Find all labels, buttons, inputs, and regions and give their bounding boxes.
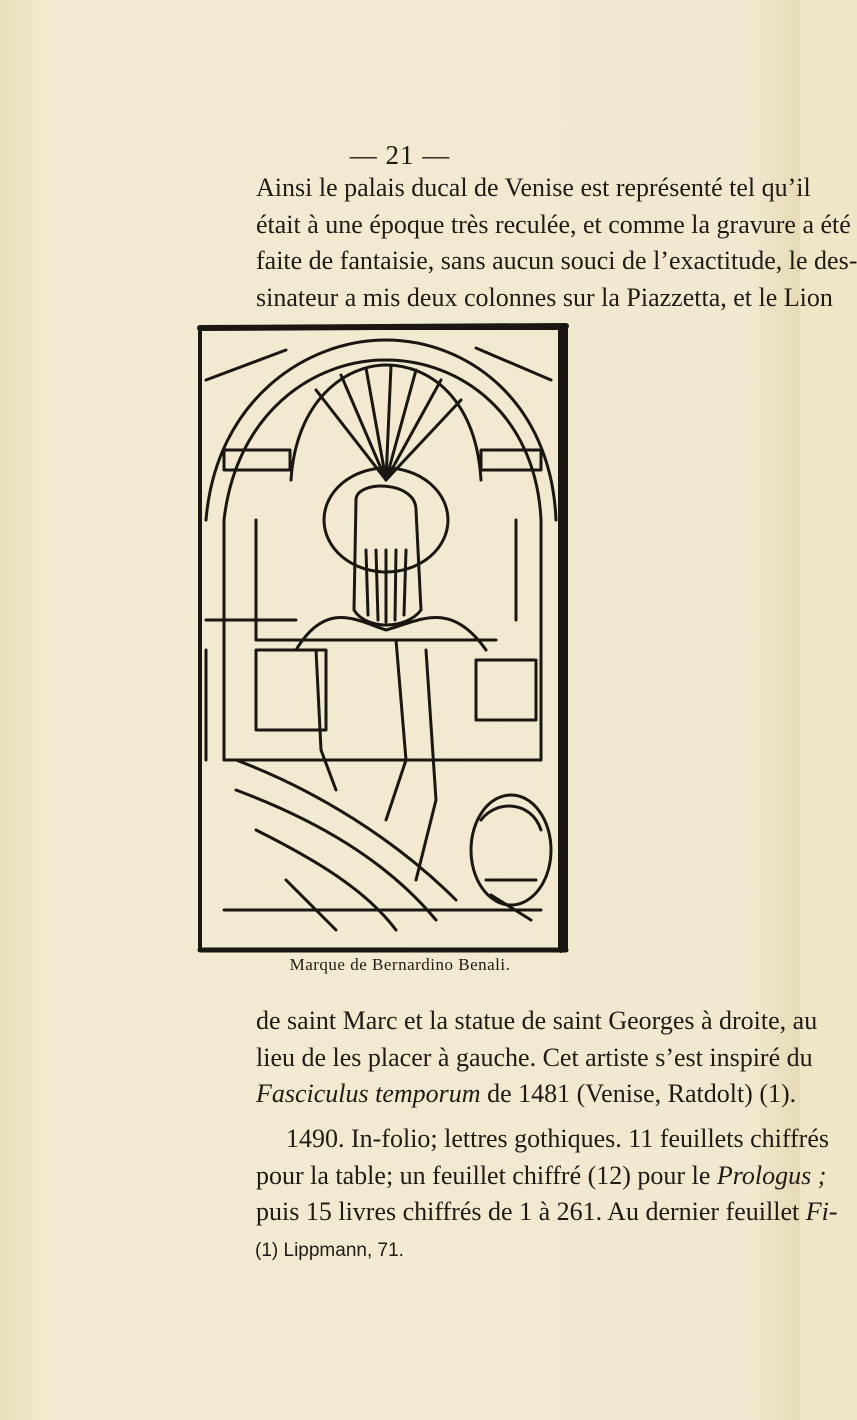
- text-span: de 1481 (Venise, Ratdolt) (1).: [480, 1079, 797, 1108]
- text-line: Ainsi le palais ducal de Venise est représenté tel qu’il: [256, 173, 811, 202]
- italic-word: Fi-: [805, 1197, 838, 1226]
- text-line: [256, 1076, 797, 1113]
- text-line: sinateur a mis deux colonnes sur la Piazzetta, et le Lion: [256, 282, 833, 312]
- text-span: puis 15 livres chiffrés de 1 à 261. Au dernier feuillet: [256, 1197, 806, 1226]
- paragraph-3: [256, 1121, 838, 1231]
- text-line: lieu de les placer à gauche. Cet artiste s’est inspiré du: [256, 1042, 813, 1072]
- text-line: de saint Marc et la statue de saint Georges à droite, au: [256, 1006, 818, 1035]
- text-line: faite de fantaisie, sans aucun souci de l’exactitude, le des-: [256, 246, 857, 275]
- text-line: 1490. In-folio; lettres gothiques. 11 feuillets chiffrés: [286, 1124, 829, 1153]
- woodcut-illustration: [196, 320, 771, 955]
- text-line: [256, 1158, 827, 1195]
- page-number: — 21 —: [349, 140, 451, 170]
- italic-title: Fasciculus temporum: [256, 1079, 481, 1108]
- figure-caption: Marque de Bernardino Benali.: [289, 955, 511, 974]
- text-line: était à une époque très reculée, et comme la gravure a été: [256, 209, 851, 239]
- paragraph-1: [256, 170, 857, 316]
- footnote: (1) Lippmann, 71.: [255, 1240, 404, 1261]
- paragraph-2: [256, 1003, 818, 1113]
- text-line: [256, 1194, 838, 1231]
- italic-title: Prologus ;: [716, 1160, 827, 1190]
- text-span: pour la table; un feuillet chiffré (12) pour le: [256, 1160, 717, 1190]
